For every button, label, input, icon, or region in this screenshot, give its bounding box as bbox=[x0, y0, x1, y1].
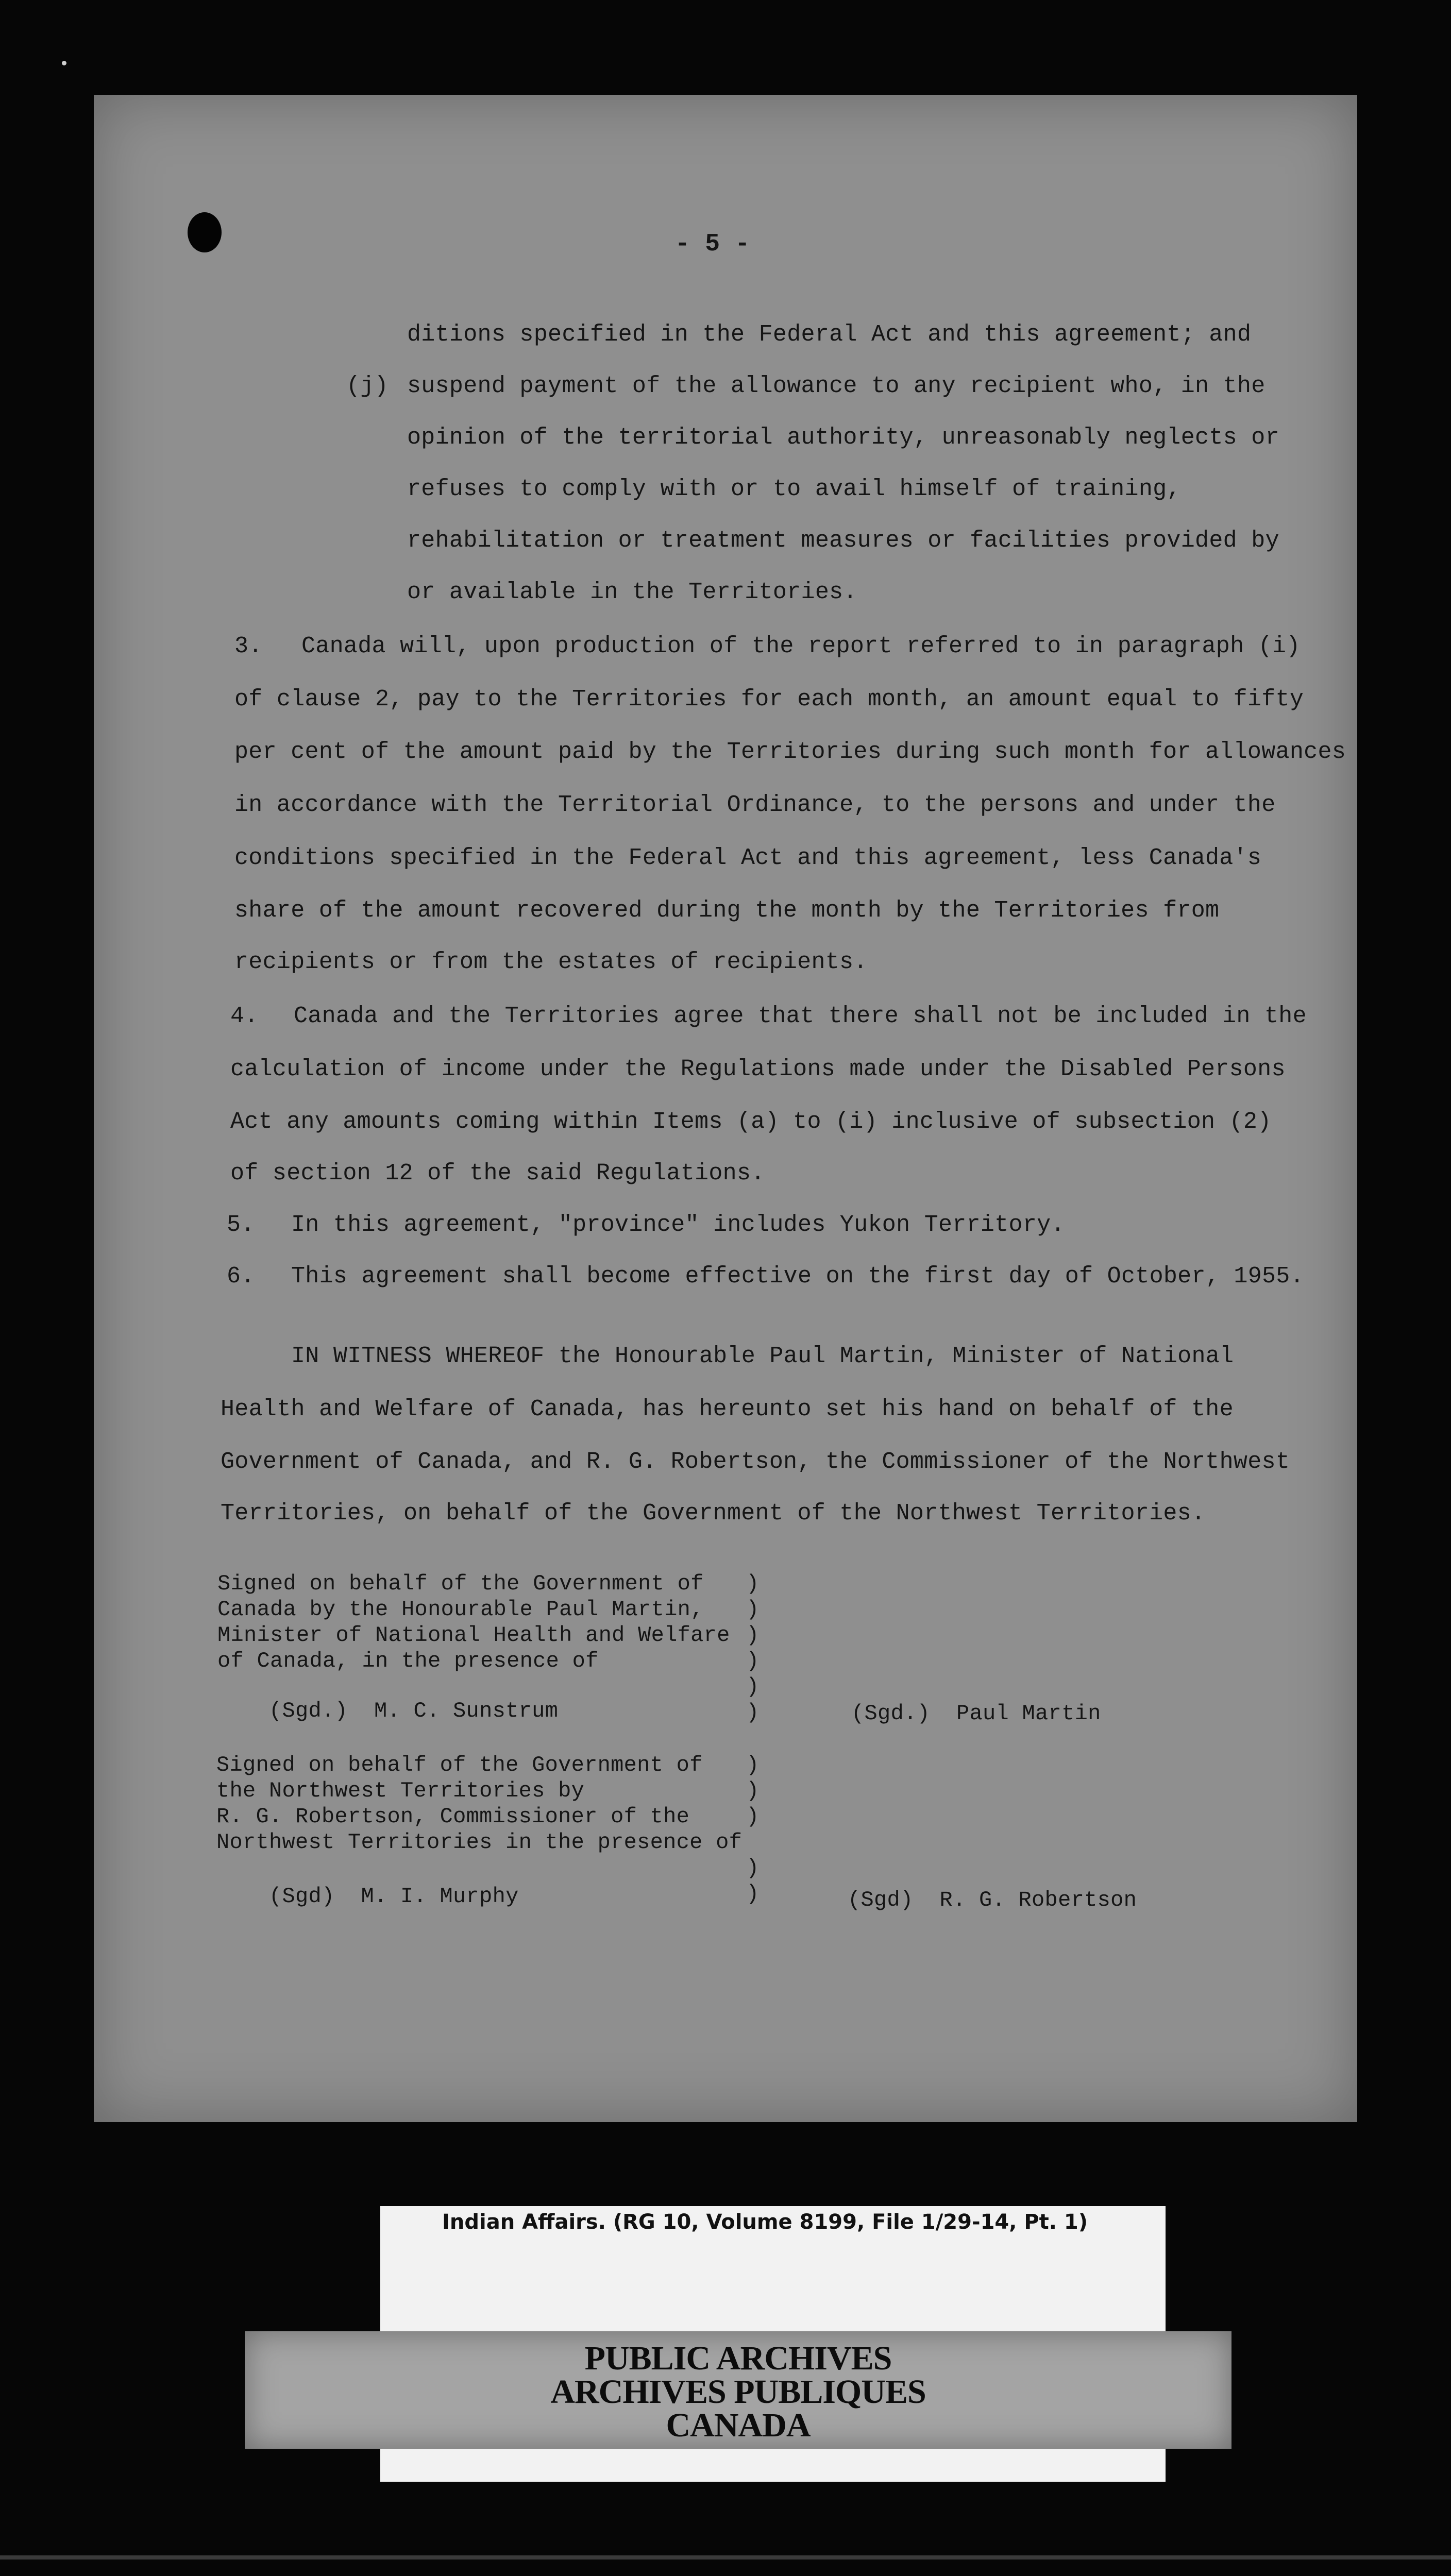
signature-block-text: Canada by the Honourable Paul Martin, bbox=[217, 1597, 704, 1622]
item-label: (j) bbox=[346, 373, 389, 399]
signature-block-text: of Canada, in the presence of bbox=[217, 1649, 599, 1673]
text-line: Canada will, upon production of the report referred to in paragraph (i) bbox=[301, 633, 1301, 659]
signer-signature: (Sgd.) Paul Martin bbox=[851, 1701, 1101, 1726]
signature-block-text: the Northwest Territories by bbox=[216, 1778, 585, 1803]
stamp-line: ARCHIVES PUBLIQUES bbox=[550, 2373, 926, 2411]
film-speck bbox=[62, 61, 66, 65]
bracket: ) bbox=[746, 1623, 760, 1648]
signature-block-text: Signed on behalf of the Government of bbox=[217, 1571, 704, 1596]
stamp-line: CANADA bbox=[666, 2406, 811, 2444]
text-line: share of the amount recovered during the month by the Territories from bbox=[234, 897, 1220, 924]
archive-stamp bbox=[245, 2331, 1231, 2449]
item-label: 3. bbox=[234, 633, 263, 659]
text-line: Government of Canada, and R. G. Robertson, the Commissioner of the Northwest bbox=[221, 1449, 1290, 1475]
text-line: This agreement shall become effective on the first day of October, 1955. bbox=[291, 1263, 1304, 1290]
text-line: per cent of the amount paid by the Territories during such month for allowances bbox=[234, 739, 1346, 765]
text-line: refuses to comply with or to avail himself of training, bbox=[407, 476, 1181, 502]
bracket: ) bbox=[746, 1571, 760, 1596]
text-line: of clause 2, pay to the Territories for each month, an amount equal to fifty bbox=[234, 686, 1304, 713]
bracket: ) bbox=[746, 1649, 760, 1673]
text-line: In this agreement, "province" includes Yukon Territory. bbox=[291, 1212, 1065, 1238]
archive-reference: Indian Affairs. (RG 10, Volume 8199, File 1/29-14, Pt. 1) bbox=[442, 2210, 1088, 2234]
item-label: 6. bbox=[227, 1263, 255, 1290]
signature-block-text: Northwest Territories in the presence of bbox=[216, 1830, 743, 1855]
text-line: in accordance with the Territorial Ordinance, to the persons and under the bbox=[234, 792, 1276, 818]
signature-block-text: Minister of National Health and Welfare bbox=[217, 1623, 730, 1648]
witness-signature: (Sgd) M. I. Murphy bbox=[269, 1884, 519, 1909]
text-line: or available in the Territories. bbox=[407, 579, 857, 605]
signer-signature: (Sgd) R. G. Robertson bbox=[848, 1888, 1137, 1912]
stamp-line: PUBLIC ARCHIVES bbox=[584, 2340, 892, 2377]
bracket: ) bbox=[746, 1597, 760, 1622]
bracket: ) bbox=[746, 1856, 760, 1880]
punch-hole bbox=[188, 212, 222, 252]
bracket: ) bbox=[746, 1700, 760, 1725]
text-line: Territories, on behalf of the Government of the Northwest Territories. bbox=[221, 1500, 1206, 1527]
bracket: ) bbox=[746, 1804, 760, 1829]
signature-block-text: R. G. Robertson, Commissioner of the bbox=[216, 1804, 690, 1829]
text-line: Health and Welfare of Canada, has hereunto set his hand on behalf of the bbox=[221, 1396, 1234, 1422]
text-line: IN WITNESS WHEREOF the Honourable Paul Martin, Minister of National bbox=[291, 1343, 1234, 1369]
bracket: ) bbox=[746, 1778, 760, 1803]
page-number: - 5 - bbox=[675, 230, 750, 258]
item-label: 5. bbox=[227, 1212, 255, 1238]
bracket: ) bbox=[746, 1674, 760, 1699]
text-line: ditions specified in the Federal Act and this agreement; and bbox=[407, 321, 1252, 348]
text-line: rehabilitation or treatment measures or facilities provided by bbox=[407, 528, 1279, 554]
bracket: ) bbox=[746, 1882, 760, 1906]
text-line: conditions specified in the Federal Act and this agreement, less Canada's bbox=[234, 845, 1262, 871]
bracket: ) bbox=[746, 1753, 760, 1777]
signature-block-text: Signed on behalf of the Government of bbox=[216, 1753, 703, 1777]
text-line: of section 12 of the said Regulations. bbox=[230, 1160, 765, 1187]
text-line: calculation of income under the Regulations made under the Disabled Persons bbox=[230, 1056, 1286, 1082]
text-line: Canada and the Territories agree that there shall not be included in the bbox=[294, 1003, 1307, 1029]
text-line: opinion of the territorial authority, unreasonably neglects or bbox=[407, 425, 1279, 451]
witness-signature: (Sgd.) M. C. Sunstrum bbox=[269, 1699, 559, 1723]
text-line: Act any amounts coming within Items (a) to (i) inclusive of subsection (2) bbox=[230, 1109, 1272, 1135]
text-line: suspend payment of the allowance to any recipient who, in the bbox=[407, 373, 1266, 399]
film-edge bbox=[0, 2555, 1451, 2560]
item-label: 4. bbox=[230, 1003, 259, 1029]
text-line: recipients or from the estates of recipients. bbox=[234, 949, 868, 975]
